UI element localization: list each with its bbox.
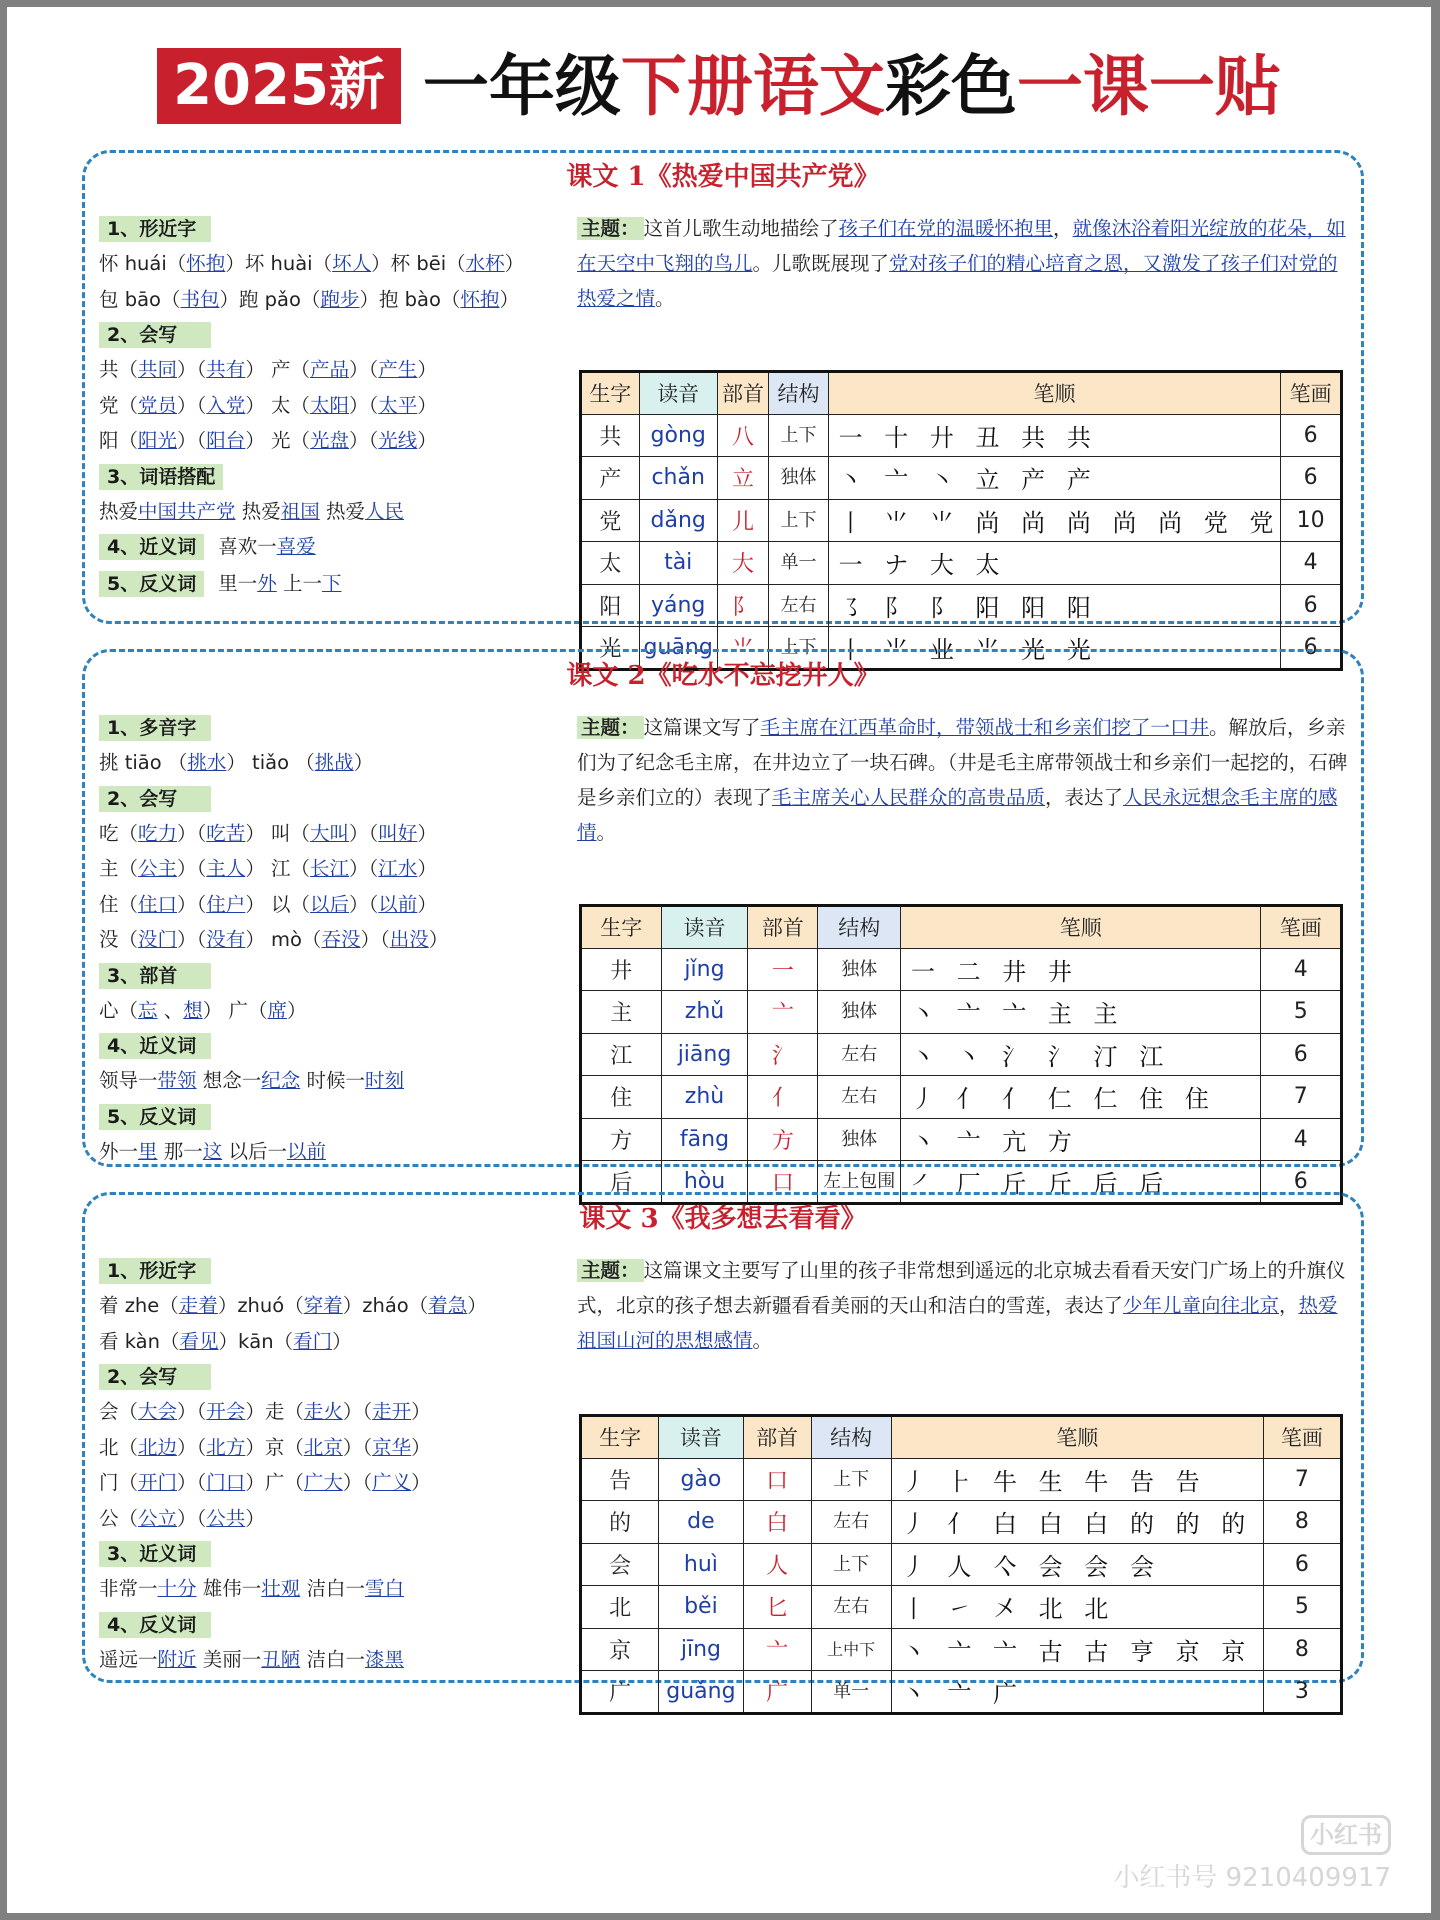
table-row — [581, 1586, 1342, 1629]
stroke-order-cell: 丨 ㇀ 㐅 北 北 — [891, 1586, 1263, 1629]
radical-cell: 口 — [748, 1161, 818, 1204]
stroke-count-cell: 4 — [1261, 948, 1342, 991]
lesson-card — [82, 649, 1364, 1198]
theme-text — [577, 211, 1349, 316]
stroke-order-cell: 丶 亠 广 — [891, 1671, 1263, 1714]
stroke-count-cell: 7 — [1263, 1458, 1341, 1501]
pinyin-cell: yáng — [639, 584, 717, 627]
pinyin-cell: dǎng — [639, 499, 717, 542]
section-heading: 2、会写 — [99, 322, 211, 348]
pinyin-cell: zhù — [661, 1076, 748, 1119]
table-header: 部首 — [717, 372, 769, 415]
pinyin-cell: fāng — [661, 1118, 748, 1161]
lesson-title: 课文 1《热爱中国共产党》 — [566, 162, 880, 192]
char-cell: 的 — [581, 1501, 659, 1544]
stroke-order-cell: 丿 亻 白 白 白 的 的 的 — [891, 1501, 1263, 1544]
char-cell: 太 — [581, 542, 640, 585]
radical-cell: ⺌ — [717, 627, 769, 670]
note-line: 非常一十分 雄伟一壮观 洁白一雪白 — [99, 1577, 404, 1600]
note-line: 心（忘 、想） 广（席） — [99, 998, 307, 1022]
table-header: 生字 — [581, 906, 662, 949]
theme-body: 这篇课文主要写了山里的孩子非常想到遥远的北京城去看看天安门广场上的升旗仪式，北京的孩子想去新疆看看美丽的天山和洁白的雪莲，表达了少年儿童向往北京，热爱祖国山河的思想感情。 — [577, 1259, 1346, 1352]
section-heading: 5、反义词 — [99, 571, 204, 597]
title-part: 一年级 — [422, 47, 621, 125]
radical-cell: 八 — [717, 414, 769, 457]
watermark-id: 小红书号 9210409917 — [1113, 1863, 1391, 1893]
theme-body: 这首儿歌生动地描绘了孩子们在党的温暖怀抱里，就像沐浴着阳光绽放的花朵，如在天空中飞翔的鸟儿。儿歌既展现了党对孩子们的精心培育之恩，又激发了孩子们对党的热爱之情。 — [577, 217, 1346, 310]
structure-cell: 上下 — [811, 1458, 891, 1501]
radical-cell: 儿 — [717, 499, 769, 542]
table-row — [581, 1118, 1342, 1161]
note-line: 党（党员）（入党） 太（太阳）（太平） — [99, 393, 437, 417]
stroke-count-cell: 10 — [1281, 499, 1342, 542]
structure-cell: 单一 — [811, 1671, 891, 1714]
radical-cell: 口 — [743, 1458, 811, 1501]
table-header: 笔顺 — [901, 906, 1261, 949]
stroke-count-cell: 8 — [1263, 1501, 1341, 1544]
stroke-count-cell: 5 — [1261, 991, 1342, 1034]
theme-label: 主题： — [577, 217, 644, 240]
stroke-order-cell: 丶 亠 亠 古 古 亨 京 京 — [891, 1628, 1263, 1671]
radical-cell: 方 — [748, 1118, 818, 1161]
note-line: 公（公立）（公共） — [99, 1506, 265, 1530]
table-row — [581, 991, 1342, 1034]
note-line — [99, 566, 519, 602]
note-line — [99, 529, 519, 565]
note-line: 会（大会）（开会）走（走火）（走开） — [99, 1400, 431, 1423]
char-cell: 广 — [581, 1671, 659, 1714]
note-line: 挑 tiāo （挑水） tiǎo （挑战） — [99, 751, 374, 774]
note-line: 没（没门）（没有） mò（吞没）（出没） — [99, 928, 449, 951]
table-row — [581, 414, 1342, 457]
stroke-order-cell: 丿 亻 亻 仁 仁 住 住 — [901, 1076, 1261, 1119]
structure-cell: 独体 — [818, 948, 901, 991]
radical-cell: 广 — [743, 1671, 811, 1714]
pinyin-cell: huì — [659, 1543, 743, 1586]
note-line: 门（开门）（门口）广（广大）（广义） — [99, 1471, 431, 1494]
theme-label: 主题： — [577, 716, 644, 739]
stroke-count-cell: 6 — [1281, 457, 1342, 500]
header — [7, 45, 1431, 127]
stroke-count-cell: 8 — [1263, 1628, 1341, 1671]
section-heading: 2、会写 — [99, 1364, 211, 1390]
stroke-order-cell: 丨 ⺌ 业 ⺌ 光 光 — [828, 627, 1281, 670]
char-cell: 阳 — [581, 584, 640, 627]
stroke-count-cell: 4 — [1261, 1118, 1342, 1161]
structure-cell: 上下 — [769, 627, 828, 670]
table-header: 结构 — [811, 1416, 891, 1459]
theme-text — [577, 710, 1349, 850]
pinyin-cell: běi — [659, 1586, 743, 1629]
table-row — [581, 1543, 1342, 1586]
section-heading: 3、部首 — [99, 963, 211, 989]
stroke-count-cell: 6 — [1281, 584, 1342, 627]
structure-cell: 上下 — [769, 499, 828, 542]
table-row — [581, 1671, 1342, 1714]
radical-cell: 大 — [717, 542, 769, 585]
pinyin-cell: jīng — [659, 1628, 743, 1671]
stroke-count-cell: 4 — [1281, 542, 1342, 585]
char-cell: 产 — [581, 457, 640, 500]
stroke-order-cell: 丶 丶 氵 氵 汀 江 — [901, 1033, 1261, 1076]
watermark — [1113, 1815, 1391, 1895]
table-row — [581, 1628, 1342, 1671]
lesson-summary — [577, 209, 1349, 664]
table-header: 部首 — [748, 906, 818, 949]
char-cell: 方 — [581, 1118, 662, 1161]
char-cell: 光 — [581, 627, 640, 670]
character-table — [579, 1414, 1343, 1715]
pinyin-cell: gào — [659, 1458, 743, 1501]
char-cell: 共 — [581, 414, 640, 457]
stroke-order-cell: 一 二 井 井 — [901, 948, 1261, 991]
table-row — [581, 1076, 1342, 1119]
table-header: 读音 — [659, 1416, 743, 1459]
note-line: 领导一带领 想念一纪念 时候一时刻 — [99, 1069, 404, 1092]
table-row — [581, 542, 1342, 585]
page — [7, 7, 1431, 1913]
note-text: 里一外 上一下 — [218, 571, 342, 595]
lesson-notes — [99, 1253, 519, 1677]
char-cell: 后 — [581, 1161, 662, 1204]
section-heading: 1、多音字 — [99, 715, 211, 741]
structure-cell: 左右 — [818, 1033, 901, 1076]
radical-cell: 一 — [748, 948, 818, 991]
note-line: 怀 huái（怀抱）坏 huài（坏人）杯 bēi（水杯） — [99, 252, 525, 275]
pinyin-cell: zhǔ — [661, 991, 748, 1034]
theme-body: 这篇课文写了毛主席在江西革命时，带领战士和乡亲们挖了一口井。解放后，乡亲们为了纪念毛主席，在井边立了一块石碑。（井是毛主席带领战士和乡亲们一起挖的，石碑是乡亲们立的）表现了毛主席关心人民群众的高贵品质，表达了人民永远想念毛主席的感情。 — [577, 716, 1348, 844]
note-line: 遥远一附近 美丽一丑陋 洁白一漆黑 — [99, 1647, 404, 1671]
lesson-card — [82, 150, 1364, 664]
watermark-logo: 小红书 — [1301, 1815, 1391, 1855]
table-row — [581, 457, 1342, 500]
stroke-count-cell: 6 — [1261, 1033, 1342, 1076]
structure-cell: 单一 — [769, 542, 828, 585]
stroke-order-cell: 丶 亠 亢 方 — [901, 1118, 1261, 1161]
structure-cell: 左右 — [769, 584, 828, 627]
table-header: 读音 — [639, 372, 717, 415]
table-header: 笔画 — [1281, 372, 1342, 415]
radical-cell: 匕 — [743, 1586, 811, 1629]
note-line: 外一里 那一这 以后一以前 — [99, 1139, 326, 1163]
char-cell: 住 — [581, 1076, 662, 1119]
radical-cell: 亻 — [748, 1076, 818, 1119]
pinyin-cell: gòng — [639, 414, 717, 457]
radical-cell: 人 — [743, 1543, 811, 1586]
title-part: 一课一贴 — [1016, 47, 1281, 125]
stroke-count-cell: 6 — [1281, 627, 1342, 670]
title-part: 彩色 — [884, 47, 1017, 125]
stroke-order-cell: 丿 ⺊ 牛 生 牛 告 告 — [891, 1458, 1263, 1501]
structure-cell: 独体 — [818, 1118, 901, 1161]
radical-cell: 白 — [743, 1501, 811, 1544]
note-line: 北（北边）（北方）京（北京）（京华） — [99, 1435, 431, 1459]
stroke-count-cell: 5 — [1263, 1586, 1341, 1629]
note-line: 看 kàn（看见）kān（看门） — [99, 1329, 352, 1353]
radical-cell: 阝 — [717, 584, 769, 627]
section-heading: 5、反义词 — [99, 1104, 211, 1130]
pinyin-cell: guāng — [639, 627, 717, 670]
table-header: 结构 — [769, 372, 828, 415]
section-heading: 1、形近字 — [99, 1258, 211, 1284]
stroke-order-cell: ㇌ 阝 阝 阳 阳 阳 — [828, 584, 1281, 627]
section-heading: 4、近义词 — [99, 1033, 211, 1059]
structure-cell: 上下 — [811, 1543, 891, 1586]
structure-cell: 左右 — [811, 1501, 891, 1544]
theme-label: 主题： — [577, 1259, 644, 1282]
note-line: 主（公主）（主人） 江（长江）（江水） — [99, 857, 437, 880]
note-line: 共（共同）（共有） 产（产品）（产生） — [99, 358, 437, 381]
table-header: 笔画 — [1263, 1416, 1341, 1459]
pinyin-cell: jǐng — [661, 948, 748, 991]
stroke-count-cell: 3 — [1263, 1671, 1341, 1714]
table-header: 笔顺 — [828, 372, 1281, 415]
year-badge: 2025新 — [157, 48, 401, 124]
table-row — [581, 499, 1342, 542]
note-line: 热爱中国共产党 热爱祖国 热爱人民 — [99, 499, 404, 523]
pinyin-cell: hòu — [661, 1161, 748, 1204]
radical-cell: 立 — [717, 457, 769, 500]
table-header: 笔顺 — [891, 1416, 1263, 1459]
stroke-order-cell: 丨 ⺌ ⺌ 尚 尚 尚 尚 尚 党 党 — [828, 499, 1281, 542]
structure-cell: 独体 — [769, 457, 828, 500]
stroke-count-cell: 6 — [1281, 414, 1342, 457]
pinyin-cell: chǎn — [639, 457, 717, 500]
stroke-order-cell: 丶 亠 亠 主 主 — [901, 991, 1261, 1034]
stroke-order-cell: 一 ナ 大 太 — [828, 542, 1281, 585]
section-heading: 3、词语搭配 — [99, 464, 223, 490]
section-heading: 4、近义词 — [99, 534, 204, 560]
pinyin-cell: de — [659, 1501, 743, 1544]
structure-cell: 独体 — [818, 991, 901, 1034]
note-line: 阳（阳光）（阳台） 光（光盘）（光线） — [99, 429, 437, 452]
note-line: 包 bāo（书包）跑 pǎo（跑步）抱 bào（怀抱） — [99, 287, 519, 311]
table-header: 部首 — [743, 1416, 811, 1459]
radical-cell: 氵 — [748, 1033, 818, 1076]
lesson-summary — [577, 708, 1349, 1198]
char-cell: 告 — [581, 1458, 659, 1501]
table-header: 笔画 — [1261, 906, 1342, 949]
note-line: 住（住口）（住户） 以（以后）（以前） — [99, 892, 437, 916]
stroke-count-cell: 6 — [1261, 1161, 1342, 1204]
char-cell: 江 — [581, 1033, 662, 1076]
lesson-card — [82, 1192, 1364, 1708]
lesson-title: 课文 2《吃水不忘挖井人》 — [566, 661, 880, 691]
table-header: 生字 — [581, 1416, 659, 1459]
char-cell: 京 — [581, 1628, 659, 1671]
stroke-order-cell: 一 十 廾 丑 共 共 — [828, 414, 1281, 457]
pinyin-cell: guǎng — [659, 1671, 743, 1714]
char-cell: 会 — [581, 1543, 659, 1586]
table-row — [581, 1501, 1342, 1544]
section-heading: 2、会写 — [99, 786, 211, 812]
table-row — [581, 584, 1342, 627]
structure-cell: 上中下 — [811, 1628, 891, 1671]
table-header: 结构 — [818, 906, 901, 949]
table-row — [581, 1458, 1342, 1501]
character-table — [579, 904, 1343, 1205]
note-line: 着 zhe（走着）zhuó（穿着）zháo（着急） — [99, 1294, 487, 1317]
radical-cell: 亠 — [743, 1628, 811, 1671]
table-row — [581, 948, 1342, 991]
page-title — [423, 45, 1281, 127]
structure-cell: 左右 — [811, 1586, 891, 1629]
structure-cell: 上下 — [769, 414, 828, 457]
stroke-count-cell: 7 — [1261, 1076, 1342, 1119]
radical-cell: 亠 — [748, 991, 818, 1034]
note-line: 吃（吃力）（吃苦） 叫（大叫）（叫好） — [99, 821, 437, 845]
char-cell: 井 — [581, 948, 662, 991]
char-cell: 主 — [581, 991, 662, 1034]
section-heading: 1、形近字 — [99, 216, 211, 242]
section-heading: 3、近义词 — [99, 1541, 211, 1567]
table-header: 生字 — [581, 372, 640, 415]
lesson-notes — [99, 211, 525, 602]
character-table — [579, 370, 1343, 671]
stroke-order-cell: ㇒ 厂 斤 斤 后 后 — [901, 1161, 1261, 1204]
section-heading: 4、反义词 — [99, 1612, 211, 1638]
char-cell: 党 — [581, 499, 640, 542]
table-header: 读音 — [661, 906, 748, 949]
structure-cell: 左上包围 — [818, 1161, 901, 1204]
title-part: 下册语文 — [620, 47, 885, 125]
lesson-notes — [99, 710, 519, 1169]
stroke-count-cell: 6 — [1263, 1543, 1341, 1586]
lesson-title: 课文 3《我多想去看看》 — [579, 1204, 867, 1234]
table-row — [581, 1033, 1342, 1076]
pinyin-cell: tài — [639, 542, 717, 585]
structure-cell: 左右 — [818, 1076, 901, 1119]
lesson-summary — [577, 1251, 1349, 1708]
note-text: 喜欢一喜爱 — [218, 535, 316, 558]
stroke-order-cell: 丿 人 亽 会 会 会 — [891, 1543, 1263, 1586]
pinyin-cell: jiāng — [661, 1033, 748, 1076]
theme-text — [577, 1253, 1349, 1358]
char-cell: 北 — [581, 1586, 659, 1629]
stroke-order-cell: 丶 亠 ㇔ 立 产 产 — [828, 457, 1281, 500]
